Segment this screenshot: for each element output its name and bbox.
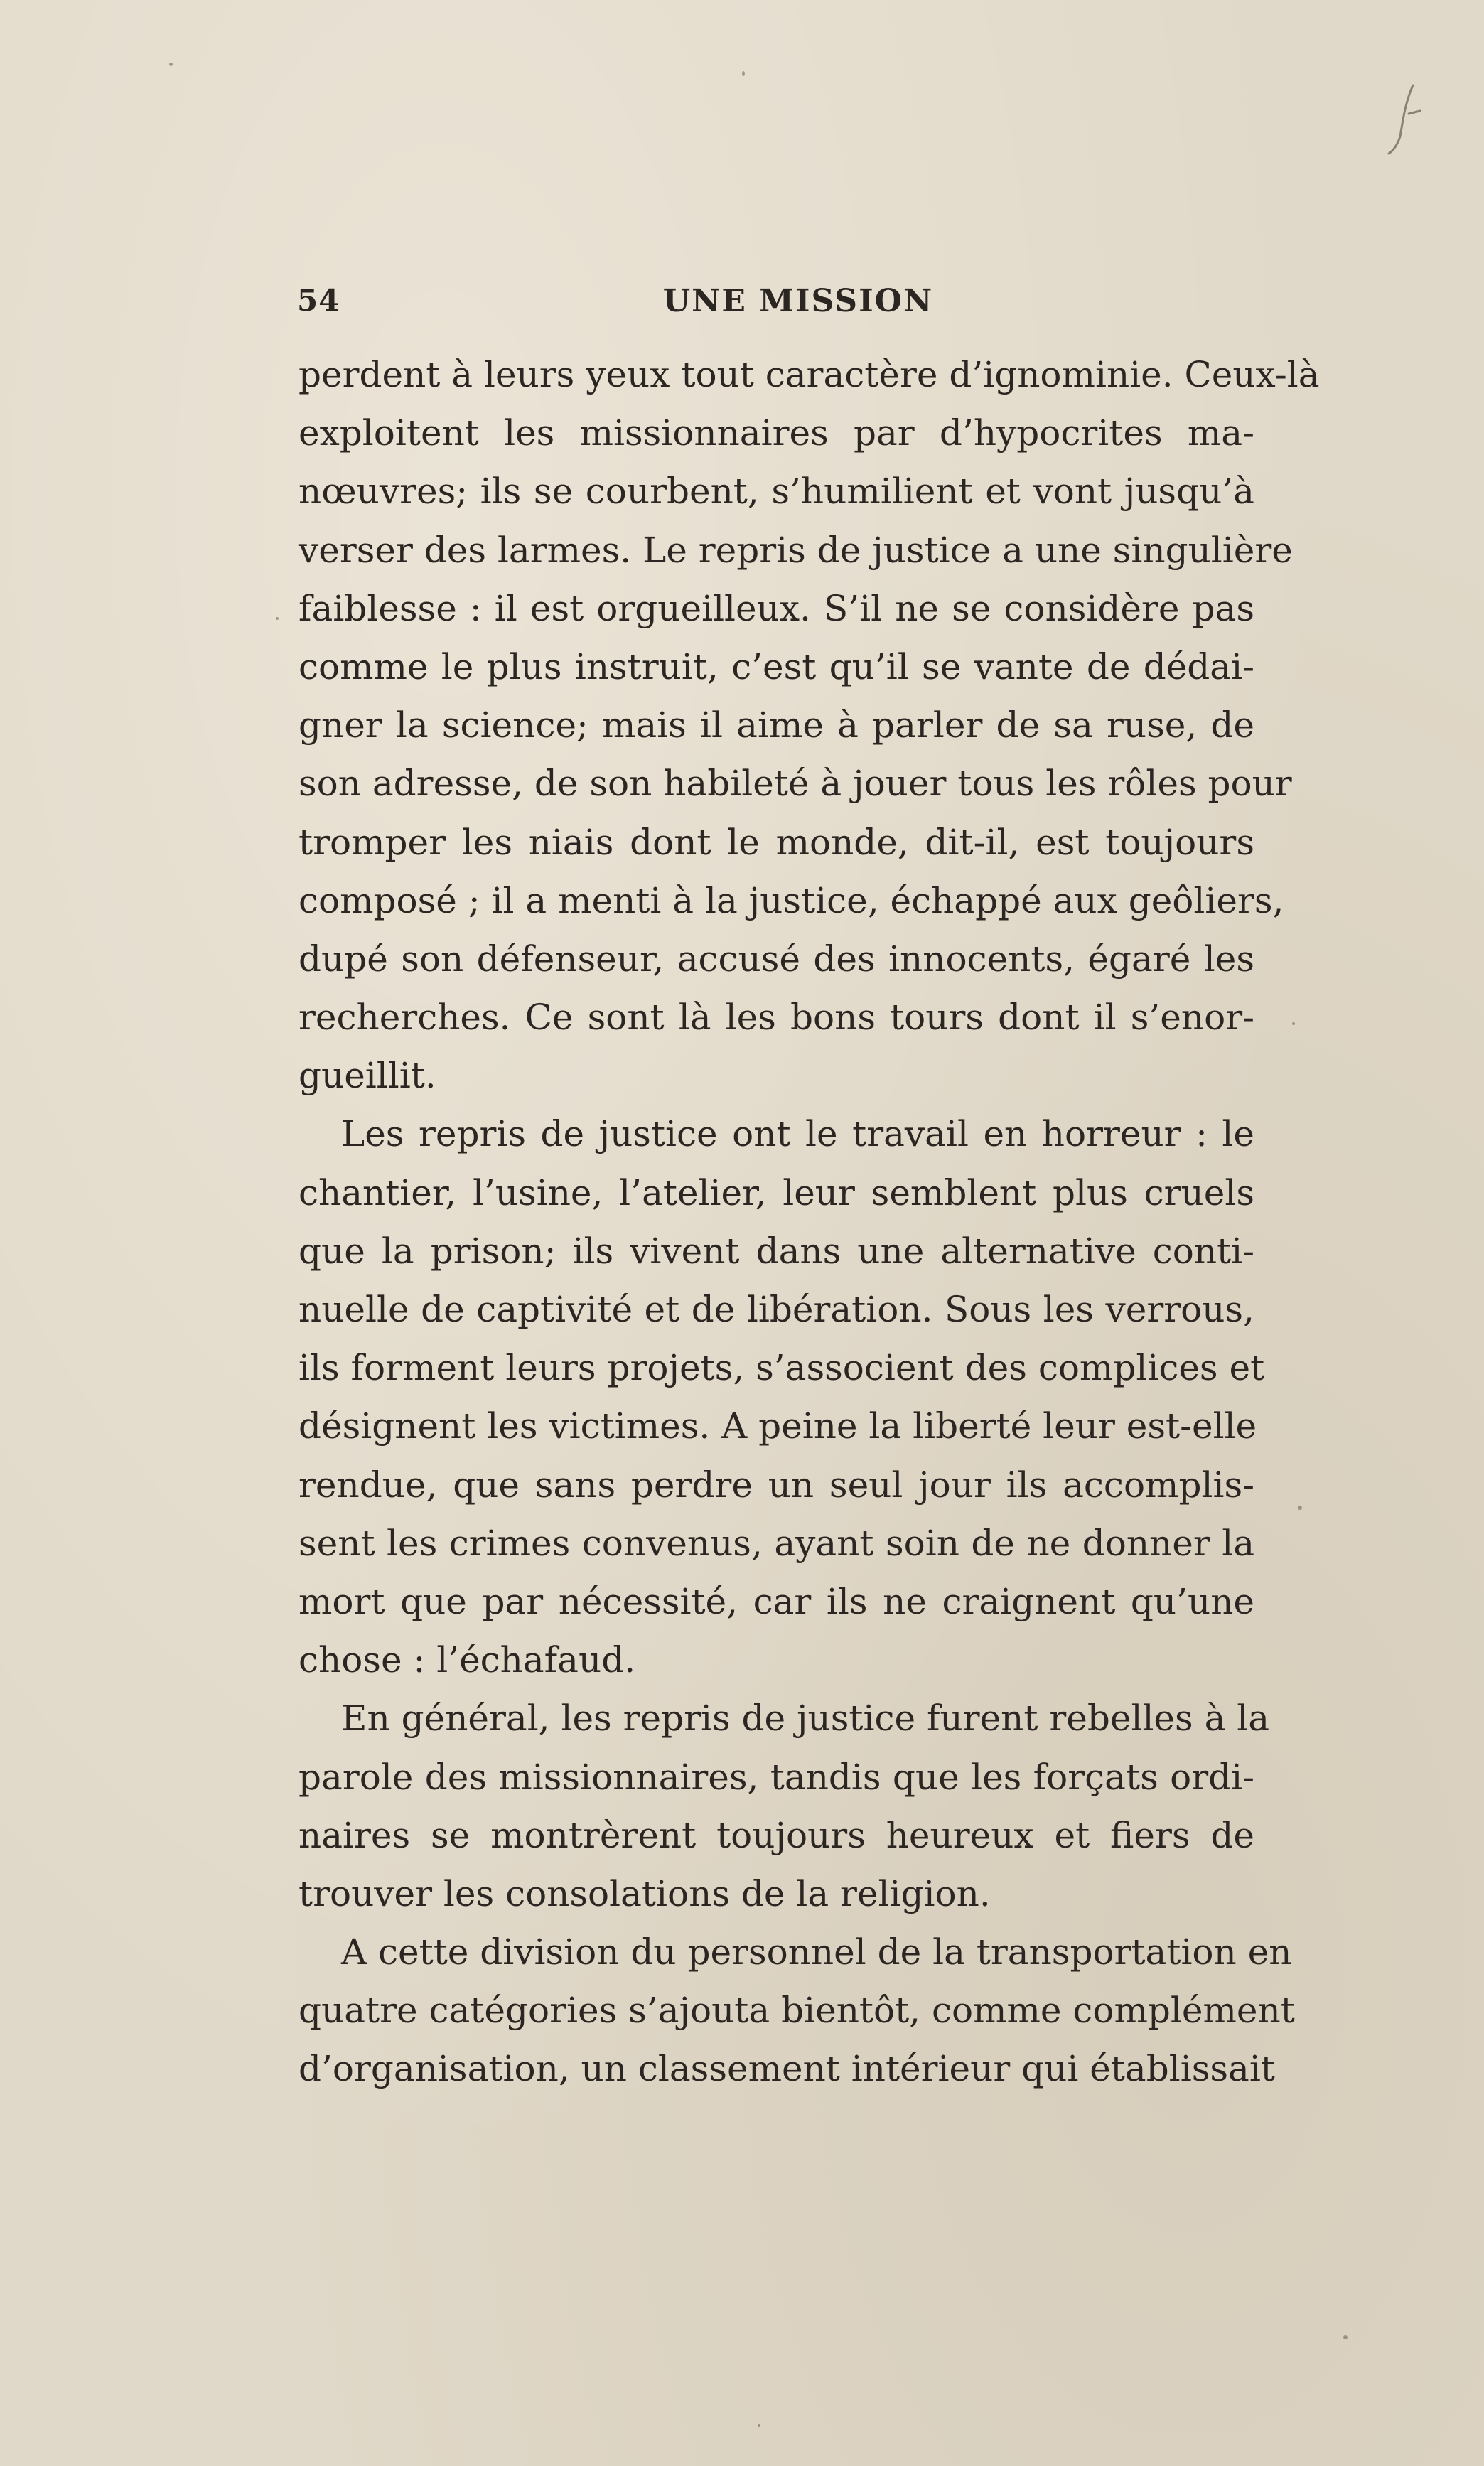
page-header — [297, 283, 1257, 333]
paper-speck — [742, 71, 745, 76]
text-line: que la prison; ils vivent dans une alternative conti- — [299, 1230, 1254, 1272]
text-line: composé ; il a menti à la justice, échappé aux geôliers, — [299, 879, 1284, 921]
paper-speck — [1298, 1506, 1302, 1510]
pencil-mark-icon — [1384, 80, 1427, 158]
paper-speck — [1292, 1022, 1295, 1025]
text-line: son adresse, de son habileté à jouer tous les rôles pour — [299, 763, 1292, 805]
text-line: verser des larmes. Le repris de justice a une singulière — [299, 529, 1293, 571]
text-line: parole des missionnaires, tandis que les forçats ordi- — [299, 1756, 1254, 1798]
paragraph-first-line: A cette division du personnel de la transportation en — [341, 1931, 1292, 1973]
paper-speck — [1343, 2335, 1348, 2339]
paper-speck — [169, 63, 173, 66]
text-line: ils forment leurs projets, s’associent des complices et — [299, 1347, 1265, 1389]
text-line: rendue, que sans perdre un seul jour ils accomplis- — [299, 1464, 1254, 1506]
text-line: chose : l’échafaud. — [299, 1639, 636, 1681]
paragraph-first-line: En général, les repris de justice furent rebelles à la — [341, 1698, 1270, 1739]
running-title: UNE MISSION — [662, 283, 934, 319]
text-line: dupé son défenseur, accusé des innocents, égaré les — [299, 938, 1254, 980]
text-line: perdent à leurs yeux tout caractère d’ignominie. Ceux-là — [299, 354, 1320, 395]
text-line: faiblesse : il est orgueilleux. S’il ne se considère pas — [299, 587, 1254, 629]
body-text — [299, 345, 1320, 2098]
text-line: recherches. Ce sont là les bons tours dont il s’enor- — [299, 997, 1254, 1039]
text-line: exploitent les missionnaires par d’hypocrites ma- — [299, 412, 1254, 454]
paragraph-first-line: Les repris de justice ont le travail en horreur : le — [341, 1113, 1254, 1155]
text-line: gner la science; mais il aime à parler de sa ruse, de — [299, 704, 1254, 746]
text-line: naires se montrèrent toujours heureux et fiers de — [299, 1814, 1254, 1856]
paper-speck — [758, 2424, 760, 2427]
text-line: tromper les niais dont le monde, dit-il, est toujours — [299, 821, 1254, 863]
text-line: d’organisation, un classement intérieur qui établissait — [299, 2048, 1275, 2090]
text-line: gueillit. — [299, 1055, 436, 1097]
paper-speck — [276, 617, 279, 620]
text-line: comme le plus instruit, c’est qu’il se vante de dédai- — [299, 645, 1254, 687]
page-number: 54 — [297, 283, 340, 318]
text-line: nuelle de captivité et de libération. Sous les verrous, — [299, 1289, 1254, 1330]
text-line: quatre catégories s’ajouta bientôt, comme complément — [299, 1990, 1295, 2032]
text-line: chantier, l’usine, l’atelier, leur semblent plus cruels — [299, 1172, 1254, 1213]
text-line: sent les crimes convenus, ayant soin de ne donner la — [299, 1522, 1254, 1564]
text-line: mort que par nécessité, car ils ne craignent qu’une — [299, 1580, 1254, 1622]
text-line: trouver les consolations de la religion. — [299, 1872, 991, 1914]
text-line: désignent les victimes. A peine la liberté leur est-elle — [299, 1405, 1257, 1447]
text-line: nœuvres; ils se courbent, s’humilient et vont jusqu’à — [299, 471, 1254, 513]
